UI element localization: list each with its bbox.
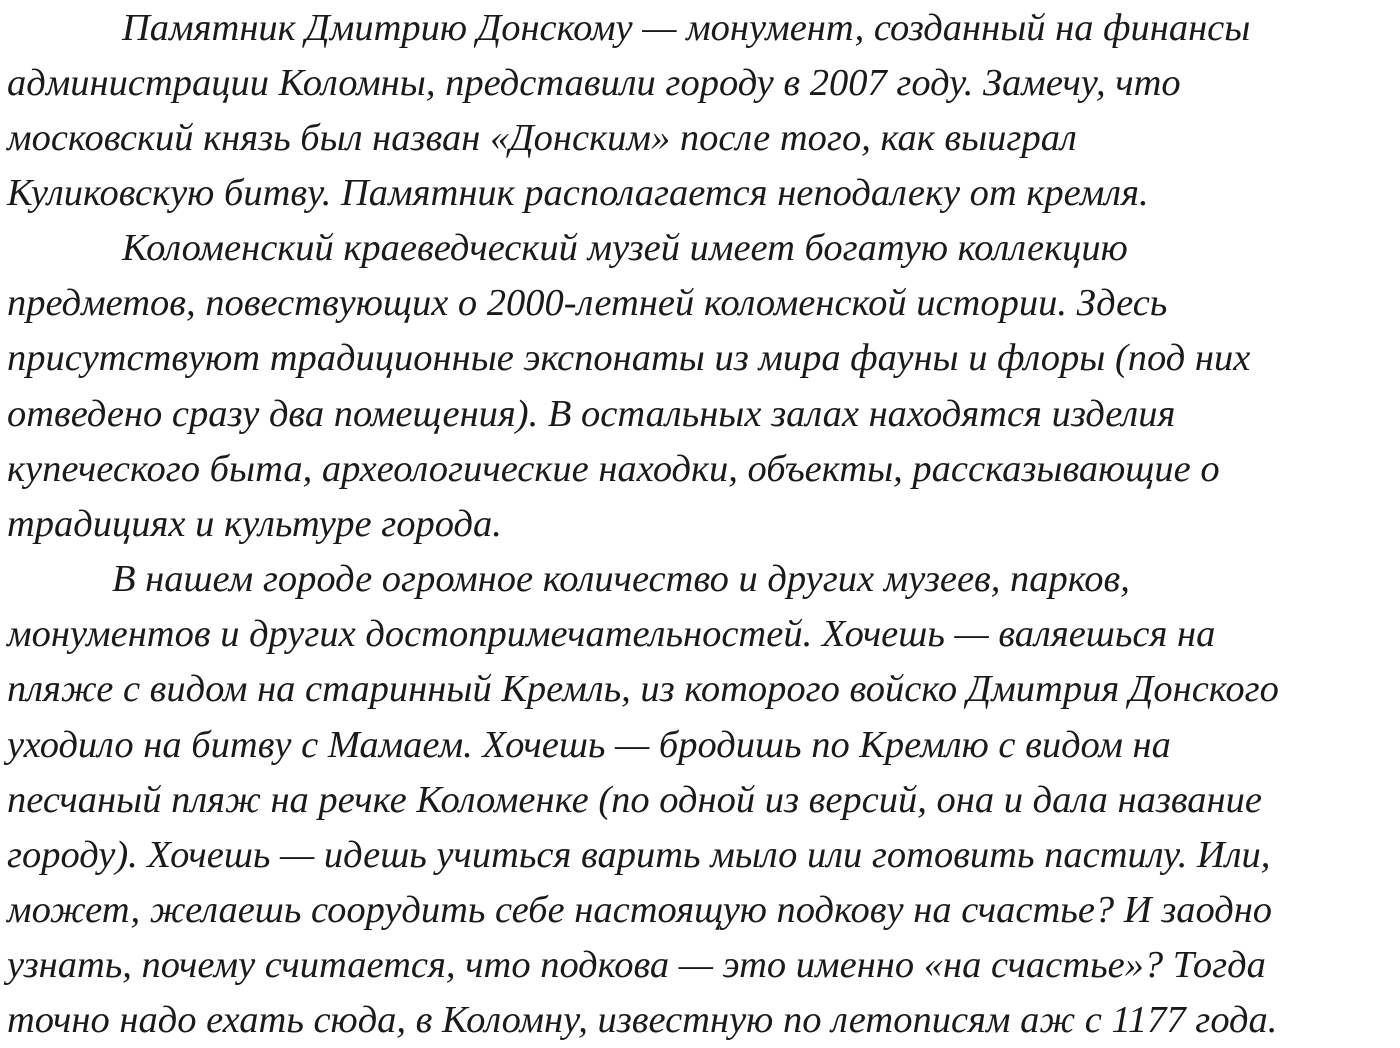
paragraph-3-line-6: городу). Хочешь — идешь учиться варить мыло или готовить пастилу. Или, (7, 834, 1271, 876)
paragraph-2-line-5: купеческого быта, археологические находки, объекты, рассказывающие о (7, 448, 1220, 490)
paragraph-3-line-9: точно надо ехать сюда, в Коломну, известную по летописям аж с 1177 года. (7, 999, 1278, 1041)
paragraph-3-line-5: песчаный пляж на речке Коломенке (по одной из версий, она и дала название (7, 779, 1262, 821)
paragraph-3-line-4: уходило на битву с Мамаем. Хочешь — бродишь по Кремлю с видом на (7, 724, 1171, 766)
paragraph-3-line-7: может, желаешь соорудить себе настоящую подкову на счастье? И заодно (7, 889, 1273, 931)
paragraph-1-line-3: московский князь был назван «Донским» после того, как выиграл (7, 117, 1077, 159)
paragraph-3-line-2: монументов и других достопримечательностей. Хочешь — валяешься на (7, 613, 1216, 655)
paragraph-2-line-4: отведено сразу два помещения). В остальных залах находятся изделия (7, 393, 1176, 435)
paragraph-2-line-6: традициях и культуре города. (7, 503, 502, 545)
paragraph-3-line-8: узнать, почему считается, что подкова — это именно «на счастье»? Тогда (7, 944, 1266, 986)
paragraph-2-line-1: Коломенский краеведческий музей имеет богатую коллекцию (122, 227, 1128, 269)
paragraph-1-line-2: администрации Коломны, представили городу в 2007 году. Замечу, что (7, 62, 1181, 104)
paragraph-1-line-1: Памятник Дмитрию Донскому — монумент, созданный на финансы (122, 7, 1251, 49)
paragraph-1-line-4: Куликовскую битву. Памятник располагается неподалеку от кремля. (7, 172, 1149, 214)
paragraph-3-line-3: пляже с видом на старинный Кремль, из которого войско Дмитрия Донского (7, 668, 1279, 710)
paragraph-2-line-2: предметов, повествующих о 2000-летней коломенской истории. Здесь (7, 282, 1168, 324)
paragraph-2-line-3: присутствуют традиционные экспонаты из мира фауны и флоры (под них (7, 337, 1251, 379)
paragraph-3-line-1: В нашем городе огромное количество и других музеев, парков, (112, 558, 1130, 600)
